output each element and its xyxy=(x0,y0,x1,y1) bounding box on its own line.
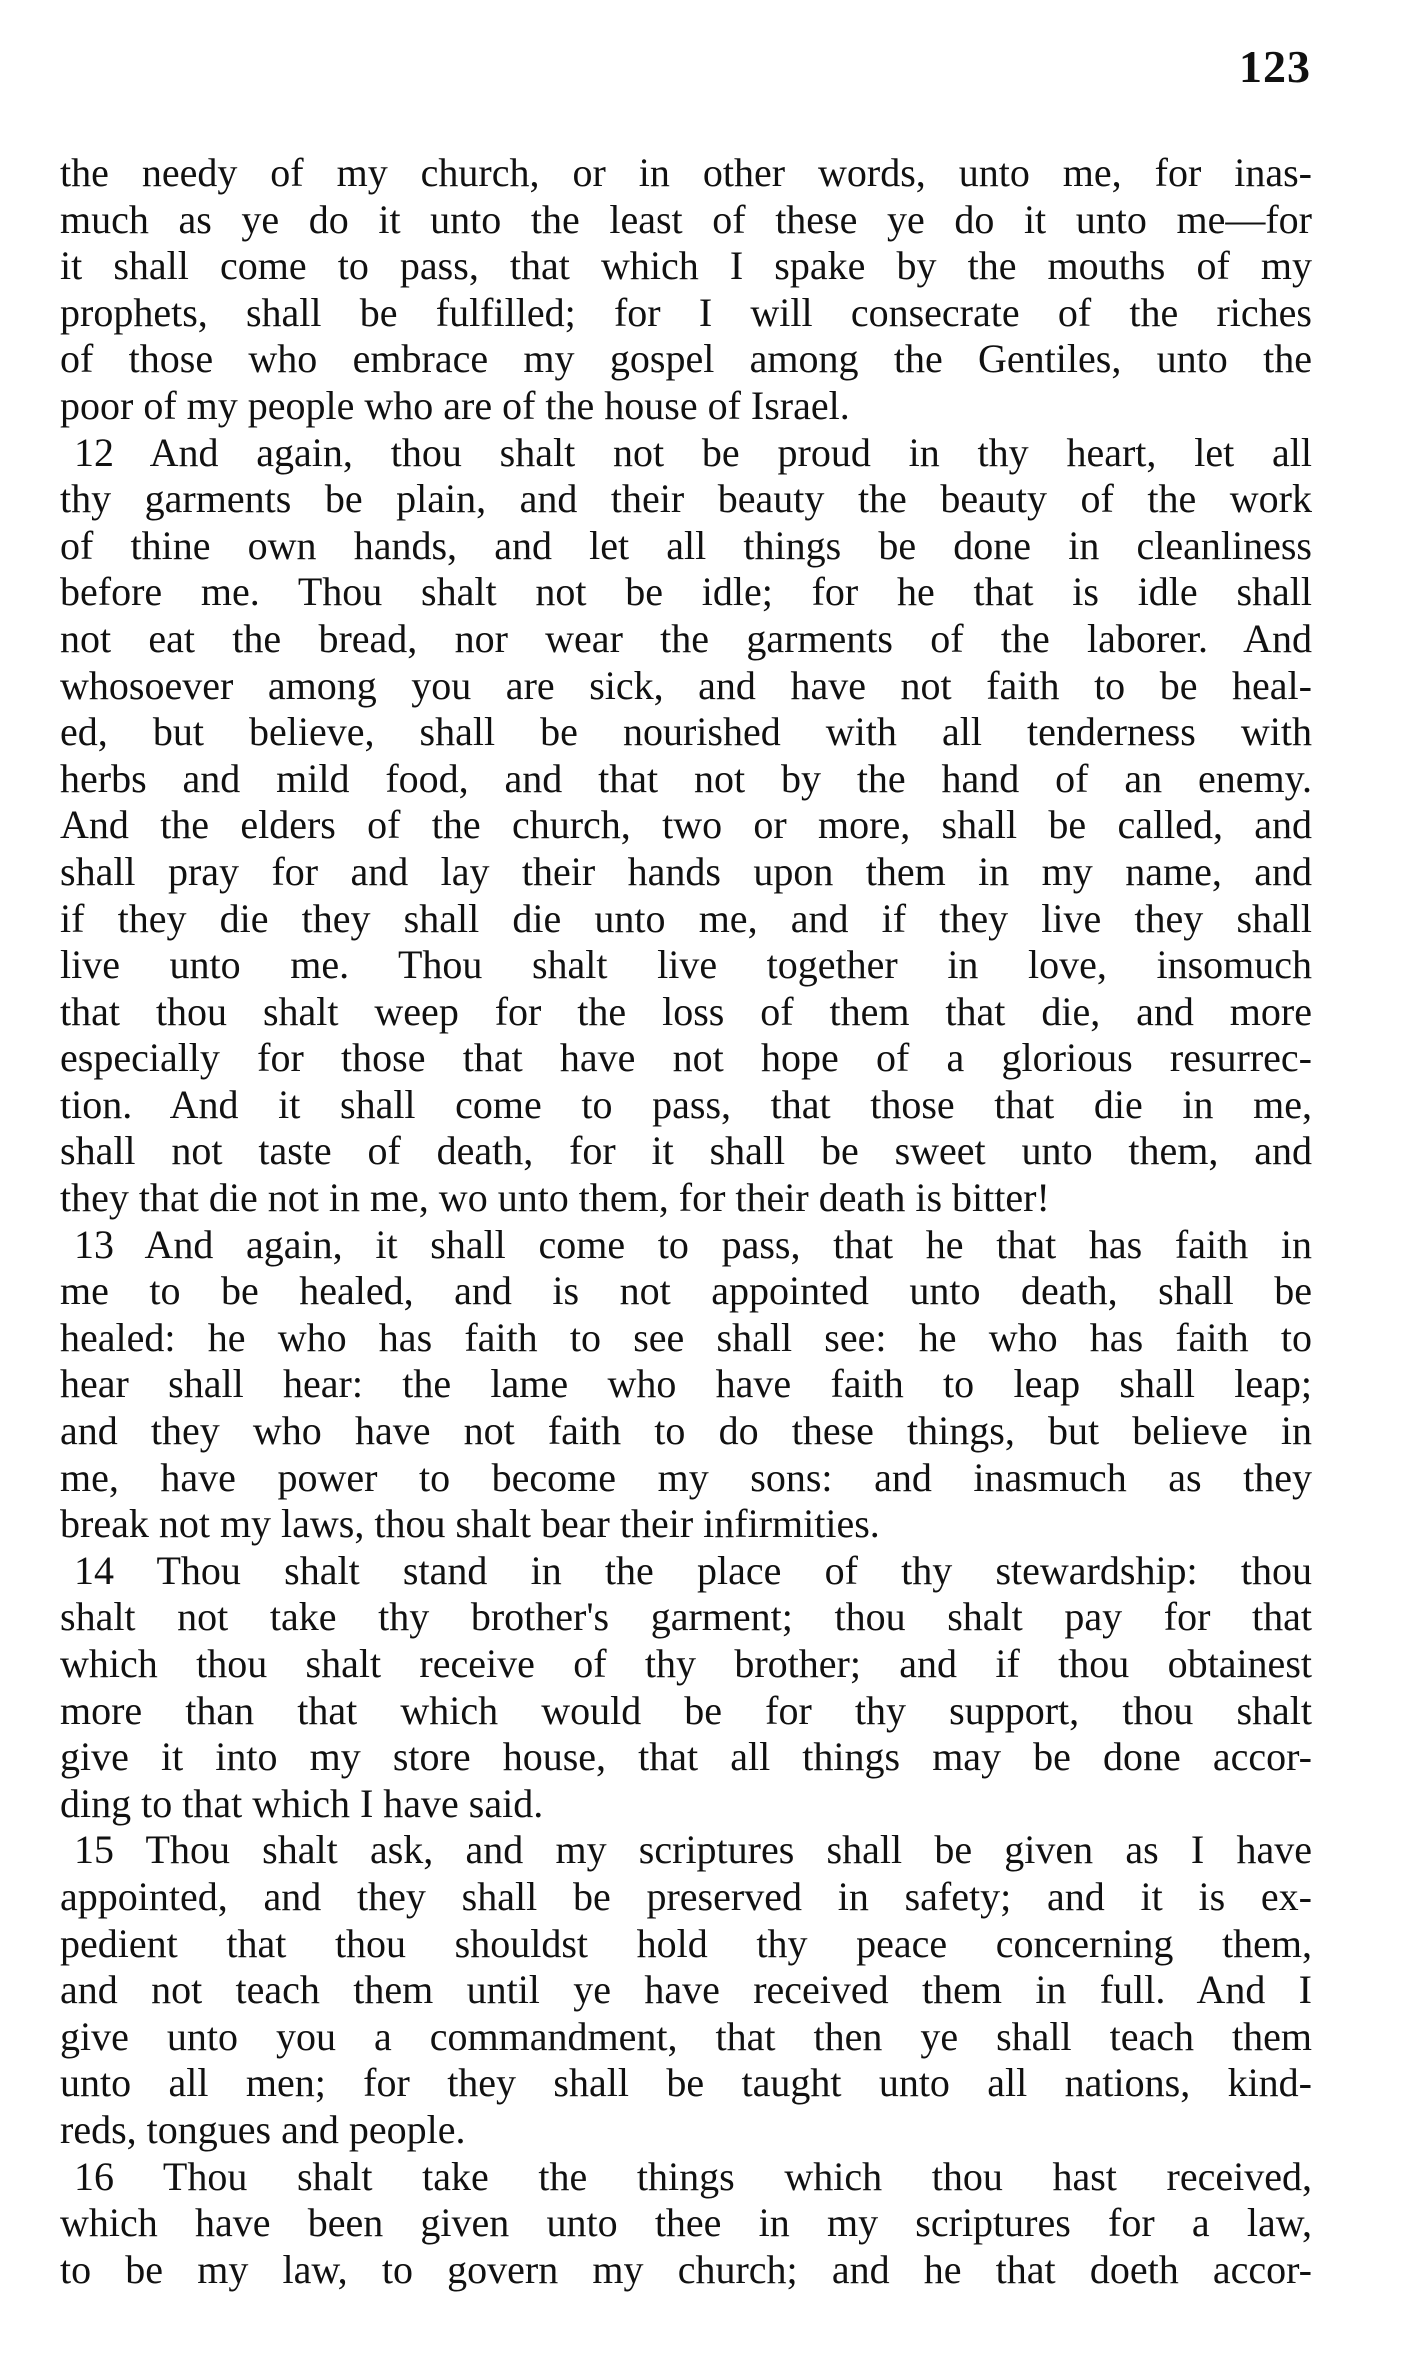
verse-14-start: 14 Thou shalt stand in the place of thy stewardship: thou xyxy=(74,1547,1312,1593)
text-line: much as ye do it unto the least of these ye do it unto me—for xyxy=(60,196,1312,242)
text-line: shall pray for and lay their hands upon them in my name, and xyxy=(60,848,1312,894)
text-line: of thine own hands, and let all things be done in cleanliness xyxy=(60,522,1312,568)
text-line: that thou shalt weep for the loss of them that die, and more xyxy=(60,988,1312,1034)
text-line: pedient that thou shouldst hold thy peace concerning them, xyxy=(60,1920,1312,1966)
text-line: the needy of my church, or in other words, unto me, for inas- xyxy=(60,150,1312,195)
text-line: healed: he who has faith to see shall see: he who has faith to xyxy=(60,1314,1312,1360)
text-line: prophets, shall be fulfilled; for I will consecrate of the riches xyxy=(60,289,1312,335)
text-line: herbs and mild food, and that not by the hand of an enemy. xyxy=(60,755,1312,801)
verse-13-start: 13 And again, it shall come to pass, that he that has faith in xyxy=(74,1221,1312,1267)
text-line: they that die not in me, wo unto them, for their death is bitter! xyxy=(60,1175,1050,1221)
text-line: not eat the bread, nor wear the garments of the laborer. And xyxy=(60,615,1312,661)
text-line: whosoever among you are sick, and have not faith to be heal- xyxy=(60,662,1312,708)
text-line: poor of my people who are of the house of Israel. xyxy=(60,382,850,428)
text-line: if they die they shall die unto me, and if they live they shall xyxy=(60,895,1312,941)
text-line: hear shall hear: the lame who have faith to leap shall leap; xyxy=(60,1361,1312,1407)
text-line: me, have power to become my sons: and inasmuch as they xyxy=(60,1454,1312,1500)
text-line: tion. And it shall come to pass, that those that die in me, xyxy=(60,1081,1312,1127)
text-line: and they who have not faith to do these things, but believe in xyxy=(60,1408,1312,1454)
text-line: And the elders of the church, two or more, shall be called, and xyxy=(60,802,1312,848)
verse-16-start: 16 Thou shalt take the things which thou hast received, xyxy=(74,2153,1312,2199)
text-line: give it into my store house, that all things may be done accor- xyxy=(60,1734,1312,1780)
text-line: ed, but believe, shall be nourished with all tenderness with xyxy=(60,709,1312,755)
text-line: and not teach them until ye have received them in full. And I xyxy=(60,1967,1312,2013)
text-line: reds, tongues and people. xyxy=(60,2106,466,2152)
text-line: especially for those that have not hope of a glorious resurrec- xyxy=(60,1035,1312,1081)
text-line: ding to that which I have said. xyxy=(60,1780,544,1826)
verse-15-start: 15 Thou shalt ask, and my scriptures shall be given as I have xyxy=(74,1827,1312,1873)
verse-12-start: 12 And again, thou shalt not be proud in thy heart, let all xyxy=(74,429,1312,475)
text-line: to be my law, to govern my church; and he that doeth accor- xyxy=(60,2246,1312,2292)
text-line: break not my laws, thou shalt bear their infirmities. xyxy=(60,1501,880,1547)
text-line: give unto you a commandment, that then ye shall teach them xyxy=(60,2013,1312,2059)
text-line: live unto me. Thou shalt live together in love, insomuch xyxy=(60,942,1312,988)
text-line: which have been given unto thee in my scriptures for a law, xyxy=(60,2200,1312,2246)
text-line: unto all men; for they shall be taught unto all nations, kind- xyxy=(60,2060,1312,2106)
text-line: more than that which would be for thy support, thou shalt xyxy=(60,1687,1312,1733)
text-line: it shall come to pass, that which I spake by the mouths of my xyxy=(60,243,1312,289)
text-line: which thou shalt receive of thy brother; and if thou obtainest xyxy=(60,1641,1312,1686)
text-line: me to be healed, and is not appointed unto death, shall be xyxy=(60,1268,1312,1314)
text-line: before me. Thou shalt not be idle; for he that is idle shall xyxy=(60,569,1312,615)
text-line: shalt not take thy brother's garment; thou shalt pay for that xyxy=(60,1594,1312,1640)
text-line: thy garments be plain, and their beauty the beauty of the work xyxy=(60,476,1312,522)
text-line: shall not taste of death, for it shall be sweet unto them, and xyxy=(60,1128,1312,1174)
page-number: 123 xyxy=(1239,41,1311,92)
text-line: appointed, and they shall be preserved in safety; and it is ex- xyxy=(60,1873,1312,1919)
body-text xyxy=(60,150,1312,2293)
text-line: of those who embrace my gospel among the Gentiles, unto the xyxy=(60,336,1312,382)
